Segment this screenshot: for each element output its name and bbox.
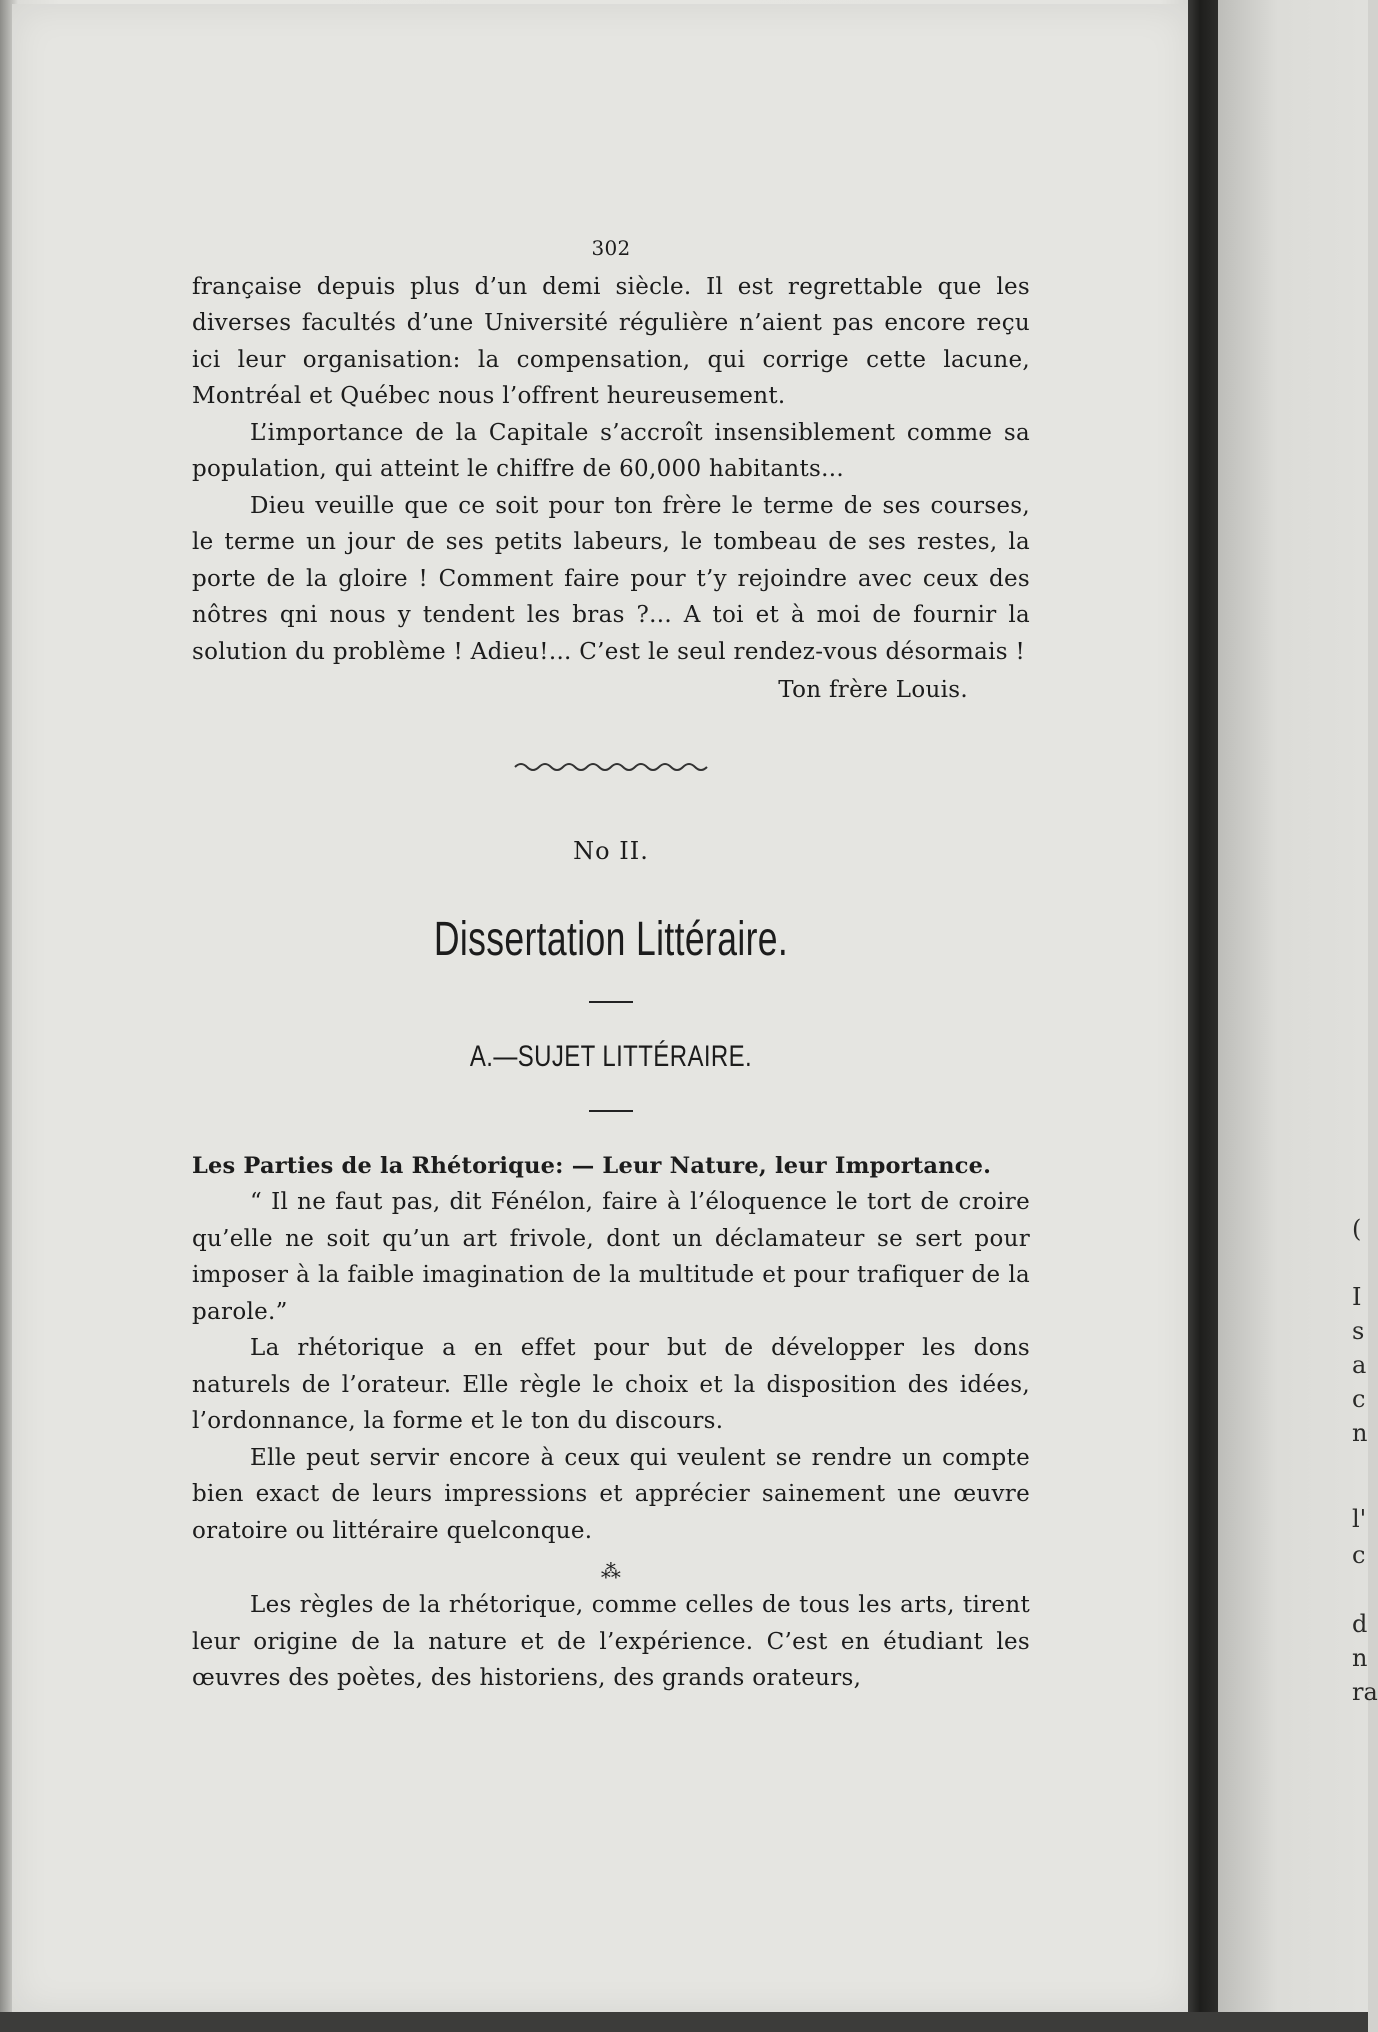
facing-fragment: n bbox=[1352, 1644, 1368, 1672]
rule bbox=[589, 1110, 633, 1112]
page-number: 302 bbox=[591, 236, 631, 260]
facing-fragment: ra bbox=[1352, 1678, 1378, 1706]
facing-fragment: d bbox=[1352, 1610, 1368, 1638]
facing-fragment: l' bbox=[1352, 1505, 1367, 1533]
page-text bbox=[192, 230, 1030, 1697]
letter-paragraph: L’importance de la Capitale s’accroît insensiblement comme sa population, qui atteint le chiffre de 60,000 habitants... bbox=[192, 419, 1030, 482]
facing-fragment: s bbox=[1352, 1317, 1365, 1345]
letter-paragraph: Dieu veuille que ce soit pour ton frère le terme de ses courses, le terme un jour de ses petits labeurs, le tombeau de ses restes, la porte de la gloire ! Comment faire pour t’y rejoindre avec ceux des nôtres qni nous y tendent les bras ?... A toi et à moi de fournir la solution du problème ! Adieu!... C’est le seul rendez-vous désormais ! bbox=[192, 492, 1030, 665]
subject-heading: A.—SUJET LITTÉRAIRE. bbox=[469, 1040, 753, 1073]
book-spine bbox=[1188, 0, 1218, 2032]
page-title: Dissertation Littéraire. bbox=[433, 913, 789, 966]
section-heading: Les Parties de la Rhétorique: — Leur Nature, leur Importance. bbox=[192, 1152, 992, 1179]
body-paragraph: La rhétorique a en effet pour but de développer les dons naturels de l’orateur. Elle règle le choix et la disposition des idées, l’ordonnance, la forme et le ton du discours. bbox=[192, 1335, 1030, 1434]
letter-paragraph: française depuis plus d’un demi siècle. Il est regrettable que les diverses facultés d’une Université régulière n’aient pas encore reçu ici leur organisation: la compensation, qui corrige cette lacune, Montréal et Québec nous l’offrent heureusement. bbox=[192, 273, 1030, 409]
facing-fragment: n bbox=[1352, 1419, 1368, 1447]
facing-fragment: c bbox=[1352, 1385, 1366, 1413]
facing-fragment: ( bbox=[1352, 1215, 1362, 1243]
section-number: No II. bbox=[573, 836, 649, 865]
facing-fragment: I bbox=[1352, 1283, 1362, 1311]
asterism: ⁂ bbox=[600, 1559, 622, 1583]
facing-page-edge bbox=[1218, 0, 1368, 2032]
facing-fragment: a bbox=[1352, 1351, 1367, 1379]
rule bbox=[589, 1001, 633, 1003]
ornamental-divider bbox=[192, 749, 1030, 773]
scan-bottom-edge bbox=[0, 2012, 1368, 2032]
body-paragraph: “ Il ne faut pas, dit Fénélon, faire à l’éloquence le tort de croire qu’elle ne soit qu’un art frivole, dont un déclamateur se sert pour imposer à la faible imagination de la multitude et pour trafiquer de la parole.” bbox=[192, 1189, 1030, 1325]
body-paragraph: Elle peut servir encore à ceux qui veulent se rendre un compte bien exact de leurs impressions et apprécier sainement une œuvre oratoire ou littéraire quelconque. bbox=[192, 1444, 1030, 1544]
facing-fragment: c bbox=[1352, 1541, 1366, 1569]
body-paragraph: Les règles de la rhétorique, comme celles de tous les arts, tirent leur origine de la nature et de l’expérience. C’est en étudiant les œuvres des poètes, des historiens, des grands orateurs, bbox=[192, 1592, 1030, 1691]
signature: Ton frère Louis. bbox=[778, 677, 968, 703]
